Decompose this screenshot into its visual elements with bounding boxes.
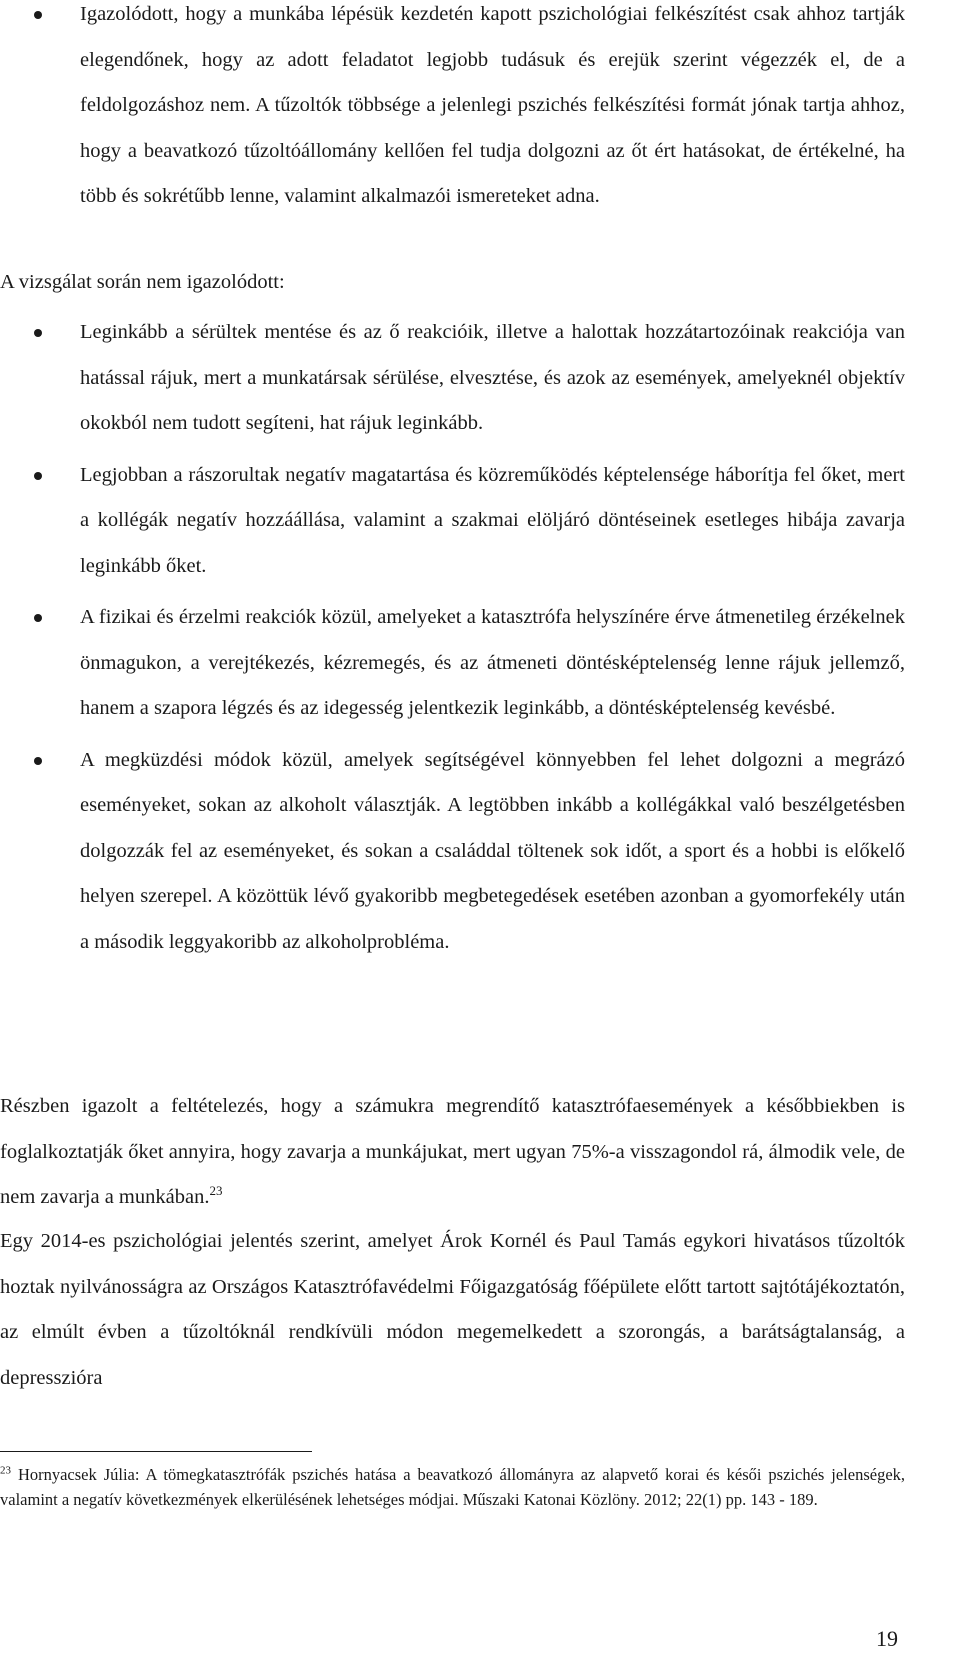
bullet-icon xyxy=(34,757,42,765)
bullet-icon xyxy=(34,329,42,337)
list-item xyxy=(0,595,905,732)
not-confirmed-bullet-list xyxy=(0,310,905,965)
list-item xyxy=(0,310,905,447)
bullet-icon xyxy=(34,614,42,622)
list-item-text: Legjobban a rászorultak negatív magatartása és közreműködés képtelensége háborítja fel őket, mert a kollégák negatív hozzáállása, valamint a szakmai elöljáró döntéseinek esetleges hibája zavarja leginkább őket. xyxy=(80,463,905,577)
list-item xyxy=(0,0,905,220)
footnote xyxy=(0,1462,905,1512)
page-number: 19 xyxy=(876,1626,898,1651)
list-item-text: Leginkább a sérültek mentése és az ő reakcióik, illetve a halottak hozzátartozóinak reakciója van hatással rájuk, mert a munkatársak sérülése, elvesztése, és azok az események, amelyeknél objektív okokból nem tudott segíteni, hat rájuk leginkább. xyxy=(80,321,905,434)
footnote-divider xyxy=(0,1451,312,1452)
confirmed-bullet-list xyxy=(0,0,905,220)
list-item-text: Igazolódott, hogy a munkába lépésük kezdetén kapott pszichológiai felkészítést csak ahhoz tartják elegendőnek, hogy az adott feladatot legjobb tudásuk és erejük szerint végezzék el, de a feldolgozáshoz nem. A tűzoltók többsége a jelenlegi pszichés felkészítési formát jónak tartja ahhoz, hogy a beavatkozó tűzoltóállomány kellően fel tudja dolgozni az őt ért hatásokat, de értékelné, ha több és sokrétűbb lenne, valamint alkalmazói ismereteket adna. xyxy=(80,3,905,207)
report-paragraph: Egy 2014-es pszichológiai jelentés szerint, amelyet Árok Kornél és Paul Tamás egykori hivatásos tűzoltók hoztak nyilvánosságra az Országos Katasztrófavédelmi Főigazgatóság főépülete előtt tartott sajtótájékoztatón, az elmúlt évben a tűzoltóknál rendkívüli módon megemelkedett a szorongás, a barátságtalanság, a depresszióra xyxy=(0,1230,905,1389)
bullet-icon xyxy=(34,472,42,480)
footnote-text: Hornyacsek Júlia: A tömegkatasztrófák pszichés hatása a beavatkozó állományra az alapvető korai és késői pszichés jelenségek, valamint a negatív következmények elkerülésének lehetséges módjai. Műszaki Katonai Közlöny. 2012; 22(1) pp. 143 - 189. xyxy=(0,1465,906,1509)
not-confirmed-intro: A vizsgálat során nem igazolódott: xyxy=(0,271,285,293)
list-item-text: A megküzdési módok közül, amelyek segítségével könnyebben fel lehet dolgozni a megrázó eseményeket, sokan az alkoholt választják. A legtöbben inkább a kollégákkal való beszélgetésben dolgozzák fel az eseményeket, és sokan a családdal töltenek sok időt, a sport és a hobbi is előkelő helyen szerepel. A közöttük lévő gyakoribb megbetegedések esetében azonban a gyomorfekély után a második leggyakoribb az alkoholprobléma. xyxy=(80,748,905,953)
partial-confirmation-paragraph xyxy=(0,1084,905,1221)
bullet-icon xyxy=(34,11,42,19)
footnote-number: 23 xyxy=(0,1464,11,1477)
list-item xyxy=(0,738,905,966)
paragraph-text: Részben igazolt a feltételezés, hogy a számukra megrendítő katasztrófaesemények a későbbiekben is foglalkoztatják őket annyira, hogy zavarja a munkájukat, mert ugyan 75%-a visszagondol rá, álmodik vele, de nem zavarja a munkában. xyxy=(0,1095,905,1208)
list-item-text: A fizikai és érzelmi reakciók közül, amelyeket a katasztrófa helyszínére érve átmenetileg érzékelnek önmagukon, a verejtékezés, kézremegés, és az átmeneti döntésképtelenség lenne rájuk jellemző, hanem a szapora légzés és az idegesség jelentkezik leginkább, a döntésképtelenség kevésbé. xyxy=(80,606,905,719)
list-item xyxy=(0,453,905,590)
footnote-reference[interactable]: 23 xyxy=(209,1183,223,1199)
